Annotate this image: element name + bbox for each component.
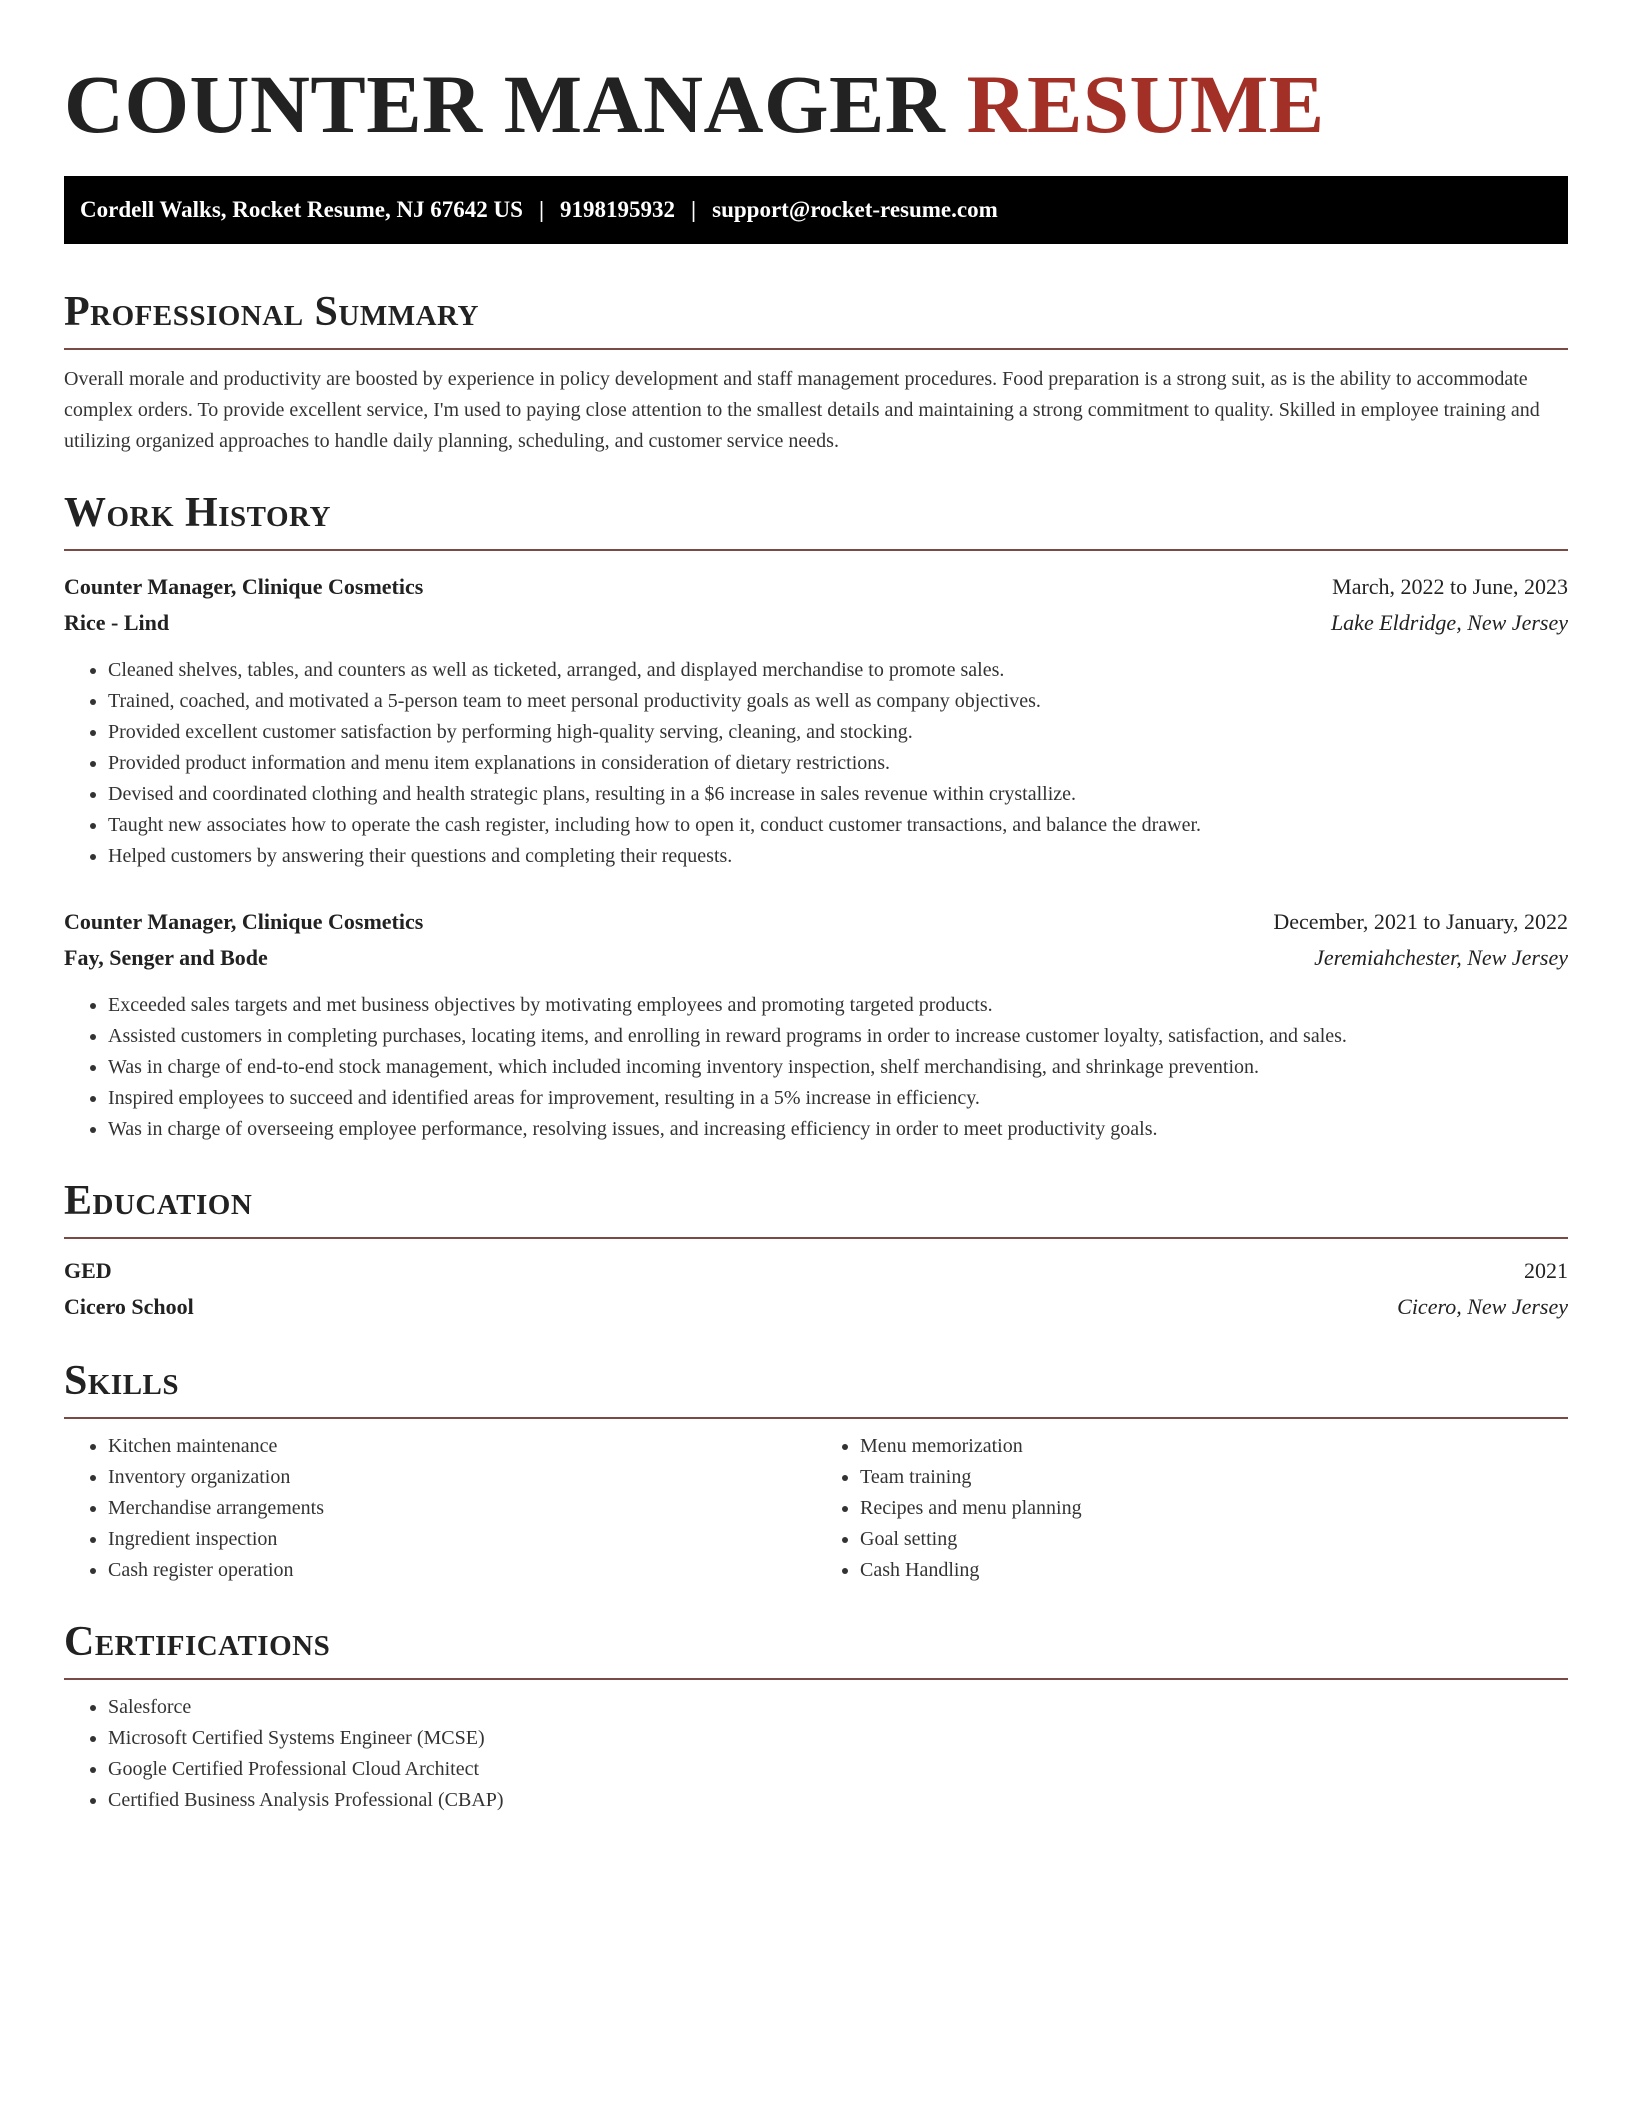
job-company: Fay, Senger and Bode: [64, 945, 268, 970]
education-year: 2021: [1524, 1258, 1568, 1283]
skill-item: • Recipes and menu planning: [860, 1493, 1568, 1524]
skills-grid: [64, 1431, 1568, 1586]
job-bullet: • Assisted customers in completing purchases, locating items, and enrolling in reward programs in order to increase customer loyalty, satisfaction, and sales.: [108, 1021, 1568, 1052]
job-bullet: • Devised and coordinated clothing and health strategic plans, resulting in a $6 increase in sales revenue within crystallize.: [108, 779, 1568, 810]
job-location: Lake Eldridge, New Jersey: [1330, 610, 1568, 635]
job-dates: March, 2022 to June, 2023: [1332, 574, 1568, 599]
education-degree: GED: [64, 1258, 112, 1283]
job-header-row: [64, 569, 1568, 605]
job-company-row: [64, 940, 1568, 976]
contact-separator: |: [538, 197, 545, 222]
job-title: Counter Manager, Clinique Cosmetics: [64, 909, 424, 934]
resume-title: [64, 56, 1568, 152]
certifications-list: [64, 1692, 1568, 1816]
certifications-section: [64, 1616, 1568, 1816]
section-heading: Professional Summary: [64, 289, 479, 335]
contact-email: support@rocket-resume.com: [712, 197, 998, 222]
education-degree-row: [64, 1253, 1568, 1289]
skill-item: • Cash Handling: [860, 1555, 1568, 1586]
section-divider: [64, 1237, 1568, 1239]
job-bullet: • Exceeded sales targets and met business objectives by motivating employees and promoting targeted products.: [108, 990, 1568, 1021]
summary-section: [64, 286, 1568, 457]
certification-item: • Google Certified Professional Cloud Architect: [108, 1754, 1568, 1785]
education-school-row: [64, 1289, 1568, 1325]
skill-item: • Goal setting: [860, 1524, 1568, 1555]
job-bullet: • Was in charge of overseeing employee performance, resolving issues, and increasing efficiency in order to meet productivity goals.: [108, 1114, 1568, 1145]
skill-item: • Kitchen maintenance: [108, 1431, 816, 1462]
skill-item: • Menu memorization: [860, 1431, 1568, 1462]
job-bullet: • Was in charge of end-to-end stock management, which included incoming inventory inspection, shelf merchandising, and shrinkage prevention.: [108, 1052, 1568, 1083]
job-header-row: [64, 904, 1568, 940]
title-accent: RESUME: [966, 58, 1325, 150]
education-section: [64, 1175, 1568, 1325]
job-bullet: • Inspired employees to succeed and identified areas for improvement, resulting in a 5% increase in efficiency.: [108, 1083, 1568, 1114]
job-dates: December, 2021 to January, 2022: [1273, 909, 1568, 934]
section-divider: [64, 1678, 1568, 1680]
job-company-row: [64, 605, 1568, 641]
job-bullet: • Provided excellent customer satisfaction by performing high-quality serving, cleaning, and stocking.: [108, 717, 1568, 748]
education-entry: [64, 1253, 1568, 1325]
skill-item: • Cash register operation: [108, 1555, 816, 1586]
skill-item: • Inventory organization: [108, 1462, 816, 1493]
work-history-section: [64, 487, 1568, 1145]
job-bullet: • Helped customers by answering their questions and completing their requests.: [108, 841, 1568, 872]
job-bullets: [64, 655, 1568, 872]
job-location: Jeremiahchester, New Jersey: [1314, 945, 1568, 970]
skills-column-right: [816, 1431, 1568, 1586]
contact-bar: [64, 176, 1568, 244]
contact-address: Cordell Walks, Rocket Resume, NJ 67642 US: [80, 197, 523, 222]
education-location: Cicero, New Jersey: [1397, 1294, 1568, 1319]
skills-list: [64, 1431, 816, 1586]
contact-separator: |: [691, 197, 697, 222]
section-heading: Certifications: [64, 1619, 331, 1665]
section-heading: Work History: [64, 490, 331, 536]
job-entry: [64, 569, 1568, 872]
job-bullet: • Taught new associates how to operate the cash register, including how to open it, conduct customer transactions, and balance the drawer.: [108, 810, 1568, 841]
job-bullet: • Trained, coached, and motivated a 5-person team to meet personal productivity goals as well as company objectives.: [108, 686, 1568, 717]
skills-list: [816, 1431, 1568, 1586]
skills-column-left: [64, 1431, 816, 1586]
skill-item: • Merchandise arrangements: [108, 1493, 816, 1524]
job-bullet: • Cleaned shelves, tables, and counters as well as ticketed, arranged, and displayed merchandise to promote sales.: [108, 655, 1568, 686]
certification-item: • Microsoft Certified Systems Engineer (MCSE): [108, 1723, 1568, 1754]
skill-item: • Team training: [860, 1462, 1568, 1493]
contact-phone: 9198195932: [560, 197, 676, 222]
section-divider: [64, 1417, 1568, 1419]
section-heading: Skills: [64, 1358, 180, 1404]
skill-item: • Ingredient inspection: [108, 1524, 816, 1555]
summary-text: Overall morale and productivity are boosted by experience in policy development and staff management procedures. Food preparation is a strong suit, as is the ability to accommodate complex orders. To provide excellent service, I'm used to paying close attention to the smallest details and maintaining a strong commitment to quality. Skilled in employee training and utilizing organized approaches to handle daily planning, scheduling, and customer service needs.: [64, 368, 1540, 452]
title-main: COUNTER MANAGER: [64, 58, 946, 150]
certification-item: • Certified Business Analysis Professional (CBAP): [108, 1785, 1568, 1816]
certification-item: • Salesforce: [108, 1692, 1568, 1723]
job-bullets: [64, 990, 1568, 1145]
job-entry: [64, 904, 1568, 1145]
education-school: Cicero School: [64, 1294, 194, 1319]
section-divider: [64, 348, 1568, 350]
job-title: Counter Manager, Clinique Cosmetics: [64, 574, 424, 599]
skills-section: [64, 1355, 1568, 1586]
section-heading: Education: [64, 1178, 253, 1224]
job-bullet: • Provided product information and menu item explanations in consideration of dietary restrictions.: [108, 748, 1568, 779]
section-divider: [64, 549, 1568, 551]
job-company: Rice - Lind: [64, 610, 170, 635]
